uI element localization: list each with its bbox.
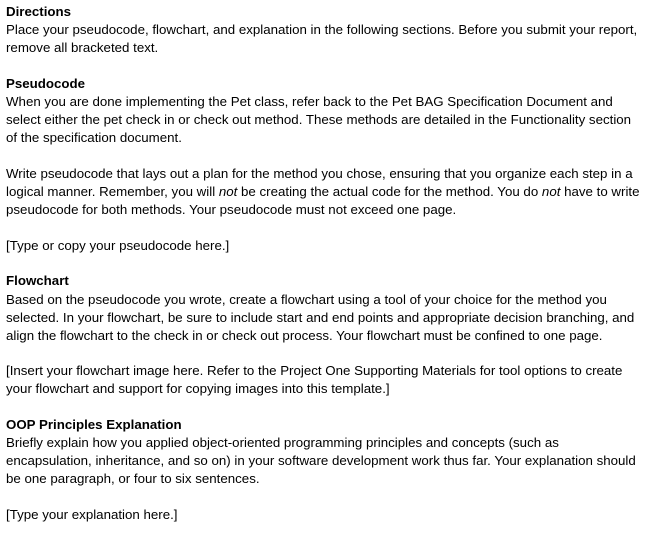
spacer bbox=[6, 219, 642, 237]
pseudocode-heading: Pseudocode bbox=[6, 75, 86, 91]
oop-placeholder[interactable]: [Type your explanation here.] bbox=[6, 507, 178, 523]
text-run: have to write pseudocode for both methods. Your pseudocode must not exceed one page. bbox=[6, 183, 640, 218]
directions-heading: Directions bbox=[6, 4, 72, 19]
spacer bbox=[6, 489, 642, 507]
pseudocode-instructions: When you are done implementing the Pet class, refer back to the Pet BAG Specification Document and select either the pet check in or check out method. These methods are detailed in the Functionality section of the specification document. bbox=[6, 93, 632, 146]
flowchart-placeholder[interactable]: [Insert your flowchart image here. Refer to the Project One Supporting Materials for tool options to create your flowchart and support for copying images into this template.] bbox=[6, 363, 623, 397]
directions-body: Place your pseudocode, flowchart, and explanation in the following sections. Before you submit your report, remove all bracketed text. bbox=[6, 22, 638, 56]
spacer bbox=[6, 57, 642, 75]
emphasis-not: not bbox=[541, 183, 561, 199]
spacer bbox=[6, 399, 642, 417]
text-run: Write pseudocode that lays out a plan for the method you chose, ensuring that you organize each step in a logical manner. Remember, you will bbox=[6, 165, 633, 199]
oop-heading: OOP Principles Explanation bbox=[6, 417, 182, 433]
pseudocode-placeholder[interactable]: [Type or copy your pseudocode here.] bbox=[6, 237, 230, 253]
emphasis-not: not bbox=[218, 183, 238, 199]
flowchart-heading: Flowchart bbox=[6, 273, 69, 289]
text-run: be creating the actual code for the method. You do bbox=[237, 183, 542, 199]
flowchart-instructions: Based on the pseudocode you wrote, create a flowchart using a tool of your choice for the method you selected. In your flowchart, be sure to include start and end points and appropriate decision branching, and align the flowchart to the check in or check out process. Your flowchart must be confined to one page. bbox=[6, 291, 635, 343]
spacer bbox=[6, 147, 642, 165]
document-page bbox=[6, 3, 642, 524]
spacer bbox=[6, 345, 642, 363]
spacer bbox=[6, 255, 642, 273]
oop-instructions: Briefly explain how you applied object-oriented programming principles and concepts (such as encapsulation, inheritance, and so on) in your software development work thus far. Your explanation should be one paragraph, or four to six sentences. bbox=[6, 435, 636, 487]
pseudocode-requirements bbox=[6, 165, 642, 219]
